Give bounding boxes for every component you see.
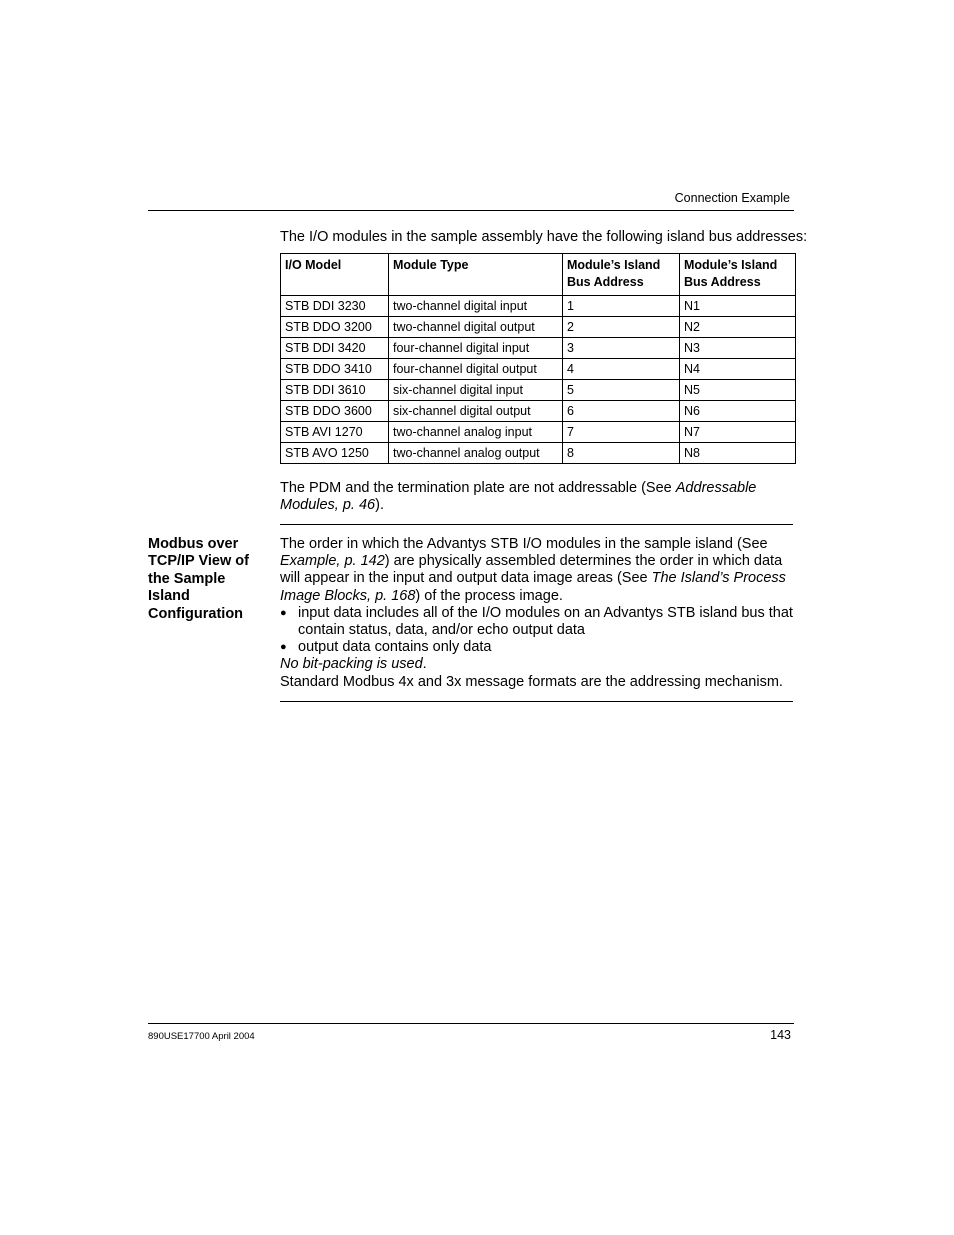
bit-packing-note [280, 656, 795, 673]
addressing-note: Standard Modbus 4x and 3x message formats are the addressing mechanism. [280, 673, 783, 690]
cell-node: N5 [680, 380, 796, 401]
cell-module-type: two-channel analog input [389, 422, 563, 443]
section-top-rule [280, 524, 793, 525]
table-row [281, 443, 796, 464]
cell-node: N8 [680, 443, 796, 464]
address-table [280, 253, 796, 464]
cell-io-model: STB AVO 1250 [281, 443, 389, 464]
cell-io-model: STB AVI 1270 [281, 422, 389, 443]
footer-rule [148, 1023, 794, 1024]
cell-address: 6 [563, 401, 680, 422]
footer-doc-id: 890USE17700 April 2004 [148, 1031, 255, 1042]
cell-address: 1 [563, 296, 680, 317]
header-island-bus-address: Module’s Island Bus Address [563, 254, 680, 296]
list-item [280, 639, 795, 656]
cell-io-model: STB DDO 3410 [281, 359, 389, 380]
cell-io-model: STB DDI 3230 [281, 296, 389, 317]
pdm-note-reference: Addressable Modules, p. 46 [280, 480, 757, 513]
note-text: No bit-packing is used [280, 656, 423, 673]
section-paragraph [280, 536, 795, 605]
para-text: ) are physically assembled determines the order in which data will appear in the input and output data image areas (See [280, 553, 783, 587]
cell-module-type: two-channel analog output [389, 443, 563, 464]
list-item [280, 605, 795, 639]
cell-module-type: four-channel digital input [389, 338, 563, 359]
cell-module-type: two-channel digital output [389, 317, 563, 338]
cell-io-model: STB DDO 3200 [281, 317, 389, 338]
pdm-note-text: The PDM and the termination plate are not addressable (See [280, 480, 676, 496]
table-row [281, 317, 796, 338]
cell-io-model: STB DDI 3610 [281, 380, 389, 401]
cell-address: 3 [563, 338, 680, 359]
table-header-row [281, 254, 796, 296]
cell-node: N1 [680, 296, 796, 317]
header-rule [148, 210, 794, 211]
table-row [281, 401, 796, 422]
table-row [281, 296, 796, 317]
header-module-type: Module Type [389, 254, 563, 296]
cell-address: 8 [563, 443, 680, 464]
section-heading: Modbus over TCP/IP View of the Sample Island Configuration [148, 536, 249, 622]
pdm-note-end: ). [375, 497, 384, 513]
reference-example: Example, p. 142 [280, 553, 385, 570]
header-io-model: I/O Model [281, 254, 389, 296]
cell-io-model: STB DDI 3420 [281, 338, 389, 359]
para-text: ) of the process image. [415, 587, 563, 604]
running-header: Connection Example [674, 191, 790, 205]
table-row [281, 380, 796, 401]
para-text: The order in which the Advantys STB I/O modules in the sample island (See [280, 536, 768, 552]
page-number: 143 [770, 1028, 791, 1042]
cell-module-type: four-channel digital output [389, 359, 563, 380]
cell-address: 7 [563, 422, 680, 443]
note-end: . [422, 656, 427, 673]
cell-node: N2 [680, 317, 796, 338]
intro-text: The I/O modules in the sample assembly have the following island bus addresses: [280, 229, 808, 245]
cell-io-model: STB DDO 3600 [281, 401, 389, 422]
reference-process-image: The Island’s Process Image Blocks, p. 168 [280, 570, 786, 604]
cell-address: 2 [563, 317, 680, 338]
header-island-bus-address-node: Module’s Island Bus Address [680, 254, 796, 296]
table-row [281, 422, 796, 443]
cell-node: N4 [680, 359, 796, 380]
pdm-note [280, 480, 800, 514]
cell-module-type: two-channel digital input [389, 296, 563, 317]
bullet-list [280, 605, 795, 657]
cell-address: 4 [563, 359, 680, 380]
cell-module-type: six-channel digital input [389, 380, 563, 401]
table-row [281, 359, 796, 380]
cell-node: N3 [680, 338, 796, 359]
section-bottom-rule [280, 701, 793, 702]
section-body [280, 536, 795, 691]
bullet-icon: ● [280, 641, 287, 654]
table-row [281, 338, 796, 359]
list-item-text: input data includes all of the I/O modules on an Advantys STB island bus that contain status, data, and/or echo output data [298, 604, 793, 639]
cell-node: N6 [680, 401, 796, 422]
cell-node: N7 [680, 422, 796, 443]
cell-address: 5 [563, 380, 680, 401]
cell-module-type: six-channel digital output [389, 401, 563, 422]
list-item-text: output data contains only data [298, 639, 492, 656]
bullet-icon: ● [280, 606, 287, 619]
